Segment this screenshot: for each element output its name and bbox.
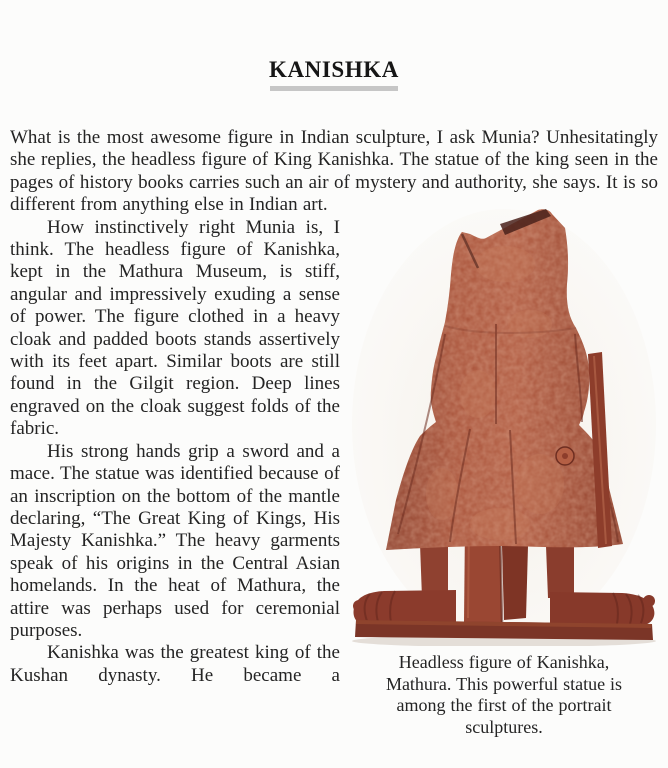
statue-figure [350, 194, 658, 738]
paragraph-1-lead: What is the most awesome figure in Indian sculpture, I ask Munia? Unhesitatingly she replies, the headless figure of King Kanishka. The statue of the king seen in the pages of history books carries such an air of mystery and [10, 127, 658, 193]
paragraph-4: Kanishka was the greatest king of the Kushan dynasty. He became a [10, 642, 340, 686]
title-block [10, 0, 658, 91]
statue-front-drape [502, 546, 528, 620]
figure-caption: Headless figure of Kanishka, Mathura. This powerful statue is among the first of the portrait sculptures. [385, 652, 623, 737]
statue-left-leg [420, 544, 448, 598]
page-title: KANISHKA [268, 57, 400, 82]
statue-right-leg [546, 546, 574, 598]
title-underline-bar [270, 86, 398, 91]
paragraph-3: His strong hands grip a sword and a mace. The statue was identified because of an inscription on the bottom of the mantle declaring, “The Great King of Kings, His Majesty Kanishka.” The heavy garments speak of his origins in the Central Asian homelands. In the heat of Mathura, the attire was perhaps used for ceremonial purposes. [10, 440, 340, 641]
kanishka-statue-photo [350, 194, 658, 646]
article-body [10, 127, 658, 737]
paragraph-1-tail: authority, she says. It is so different from anything else in Indian art. [10, 171, 658, 216]
paragraph-2: How instinctively right Munia is, I think. The headless figure of Kanishka, kept in the Mathura Museum, is stiff, angular and impressively exuding a sense of power. The figure clothed in a heavy cloak and padded boots stands assertively with its feet apart. Similar boots are still found in the Gilgit region. Deep lines engraved on the cloak suggest folds of the fabric. [10, 216, 340, 440]
